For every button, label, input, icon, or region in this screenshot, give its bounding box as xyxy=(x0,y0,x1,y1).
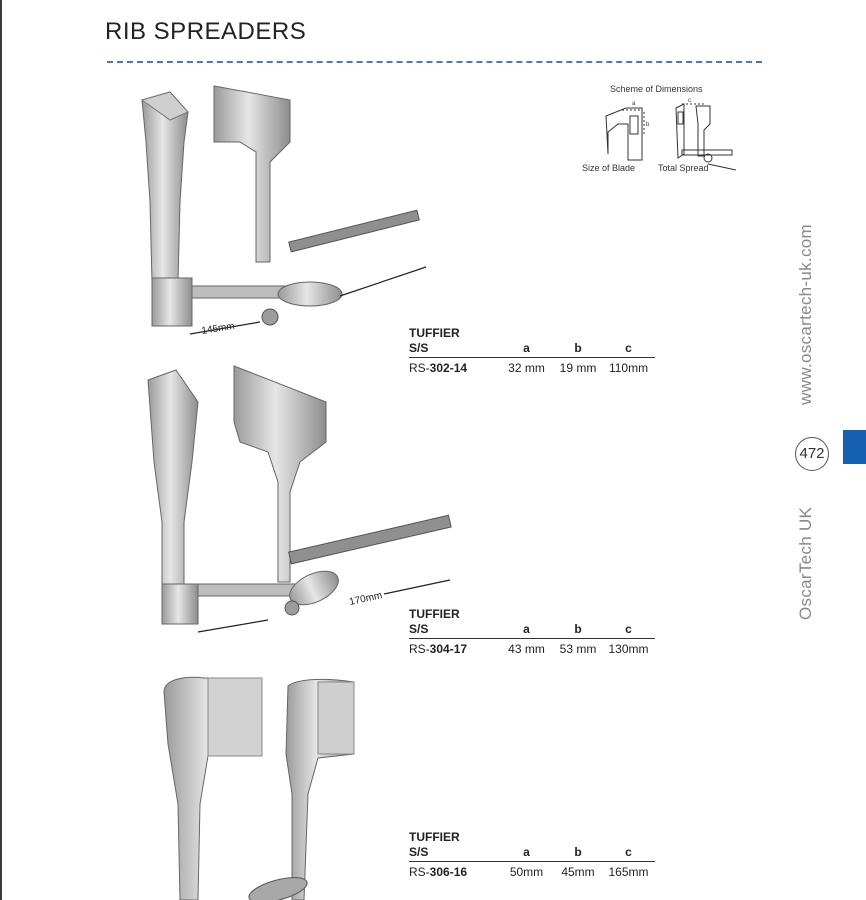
spec-header xyxy=(409,341,655,358)
value-a: 50mm xyxy=(509,865,544,879)
code-prefix: RS- xyxy=(409,361,430,375)
product-name: TUFFIER xyxy=(409,830,460,844)
product-name: TUFFIER xyxy=(409,607,460,621)
rib-spreader-image-3 xyxy=(158,674,368,900)
spec-header xyxy=(409,622,655,639)
page-border xyxy=(0,0,2,900)
scheme-title: Scheme of Dimensions xyxy=(610,84,703,94)
code-number: 306-16 xyxy=(429,865,468,879)
spec-row xyxy=(409,862,655,882)
scheme-of-dimensions xyxy=(578,84,748,184)
website-link[interactable]: www.oscartech-uk.com xyxy=(796,224,815,405)
dimension-label-145mm: 145mm xyxy=(200,320,236,337)
section-tab-marker xyxy=(843,430,866,464)
dimension-label-170mm: 170mm xyxy=(348,590,384,608)
col-header-a: a xyxy=(523,341,530,355)
spec-row xyxy=(409,639,655,659)
rib-spreader-image-2 xyxy=(140,362,460,637)
page-number-badge: 472 xyxy=(795,437,829,471)
material-label: S/S xyxy=(409,845,429,859)
product-code xyxy=(409,639,499,659)
product-name: TUFFIER xyxy=(409,326,460,340)
spec-table-2 xyxy=(409,606,655,659)
caption-total-spread: Total Spread xyxy=(658,163,709,173)
dim-label-a: a xyxy=(632,101,636,107)
dim-label-c: c xyxy=(688,98,691,104)
caption-size-of-blade: Size of Blade xyxy=(582,163,636,173)
col-header-c: c xyxy=(625,622,632,636)
title-divider xyxy=(107,61,762,63)
col-header-a: a xyxy=(523,845,530,859)
value-a: 32 mm xyxy=(508,361,545,375)
code-number: 302-14 xyxy=(429,361,468,375)
col-header-a: a xyxy=(523,622,530,636)
spec-table-3 xyxy=(409,829,655,882)
col-header-c: c xyxy=(625,845,632,859)
spec-header xyxy=(409,845,655,862)
col-header-c: c xyxy=(625,341,632,355)
value-b: 45mm xyxy=(561,865,595,879)
code-prefix: RS- xyxy=(409,865,430,879)
col-header-b: b xyxy=(574,622,582,636)
rib-spreader-image-1 xyxy=(130,82,440,342)
page-title: RIB SPREADERS xyxy=(105,18,307,45)
product-code xyxy=(409,862,499,882)
scheme-diagram xyxy=(578,94,748,174)
value-a: 43 mm xyxy=(508,642,545,656)
value-b: 53 mm xyxy=(559,642,597,656)
col-header-b: b xyxy=(574,341,582,355)
dim-label-b: b xyxy=(646,122,650,128)
value-b: 19 mm xyxy=(559,361,597,375)
code-prefix: RS- xyxy=(409,642,430,656)
value-c: 110mm xyxy=(608,361,649,375)
brand-name: OscarTech UK xyxy=(796,506,815,620)
code-number: 304-17 xyxy=(429,642,468,656)
col-header-b: b xyxy=(574,845,582,859)
value-c: 165mm xyxy=(608,865,649,879)
value-c: 130mm xyxy=(608,642,649,656)
material-label: S/S xyxy=(409,341,429,355)
material-label: S/S xyxy=(409,622,429,636)
